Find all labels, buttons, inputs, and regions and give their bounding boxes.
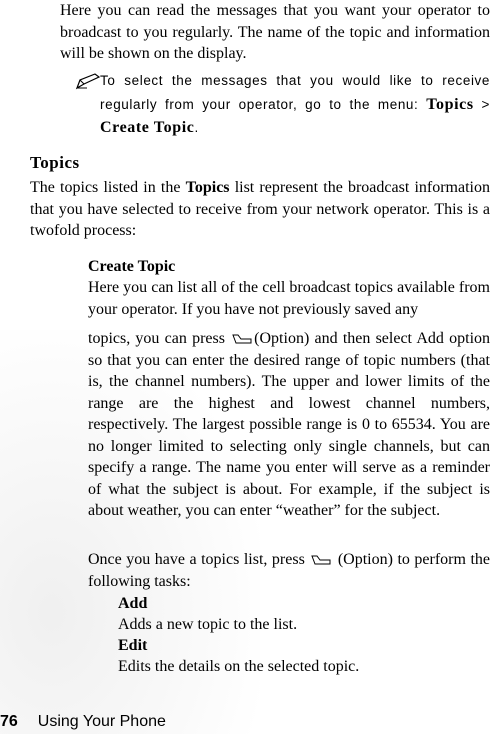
para2-option-label: Option xyxy=(259,330,304,347)
note-text: To select the messages that you would like to receive regularly from your operator, go to the menu: xyxy=(100,73,490,112)
page-number: 76 xyxy=(0,713,18,730)
topics-bold-label: Topics xyxy=(185,179,230,196)
topics-text-pre: The topics listed in the xyxy=(30,179,186,196)
create-topic-paragraph-1: Here you can list all of the cell broadcast topics available from your operator. If you have not previously saved any xyxy=(88,279,490,318)
task-name-edit: Edit xyxy=(118,637,148,654)
para3-text-post: ) to perform the following tasks: xyxy=(88,551,490,590)
create-topic-paragraph-3: Once you have a topics list, press (Option) to perform the following tasks: xyxy=(88,551,490,590)
para2-text-post: option so that you can enter the desired range of topic numbers (that is, the channel numbers). The upper and lower limits of the range are the highest and lowest channel numbers, respectively. The largest possible range is 0 to 65534. You are no longer limited to selecting only single channels, but can specify a range. The name you enter will serve as a reminder of what the subject is about. For example, if the subject is about weather, you can enter “weather” for the subject. xyxy=(88,330,490,519)
topics-paragraph xyxy=(30,177,490,242)
para3-text-pre: Once you have a topics list, press xyxy=(88,551,310,568)
note-end: . xyxy=(194,120,199,135)
page-footer xyxy=(0,713,166,731)
left-softkey-icon xyxy=(311,554,331,566)
para2-add-label: Add xyxy=(416,330,444,347)
para3-option-label: Option xyxy=(343,551,388,568)
intro-paragraph: Here you can read the messages that you want your operator to broadcast to you regularly. The name of the topic and information will be shown on the display. xyxy=(60,2,490,62)
topics-text-post: list represent the broadcast information that you have selected to receive from your network operator. This is a twofold process: xyxy=(30,179,490,239)
note-menu-topics: Topics xyxy=(426,95,474,113)
task-desc-edit: Edits the details on the selected topic. xyxy=(118,658,360,675)
left-softkey-icon xyxy=(232,333,252,345)
task-name-add: Add xyxy=(118,595,148,612)
note-pencil-icon xyxy=(75,72,101,90)
note-separator: > xyxy=(473,96,490,112)
create-topic-paragraph-2: topics, you can press (Option) and then select Add option so that you can enter the desired range of topic numbers (that is, the channel numbers). The upper and lower limits of the range are the highest and lowest channel numbers, respectively. The largest possible range is 0 to 65534. You are no longer limited to selecting only single channels, but can specify a range. The name you enter will serve as a reminder of what the subject is about. For example, if the subject is about weather, you can enter “weather” for the subject. xyxy=(88,330,490,519)
task-desc-add: Adds a new topic to the list. xyxy=(118,616,298,633)
section-heading-topics: Topics xyxy=(30,153,80,172)
note-paragraph xyxy=(100,69,490,140)
note-menu-create-topic: Create Topic xyxy=(100,119,195,136)
subheading-create-topic: Create Topic xyxy=(88,258,176,275)
para2-text-mid: ) and then select xyxy=(303,330,417,347)
chapter-title: Using Your Phone xyxy=(37,713,166,730)
para2-text-pre: topics, you can press xyxy=(88,330,231,347)
